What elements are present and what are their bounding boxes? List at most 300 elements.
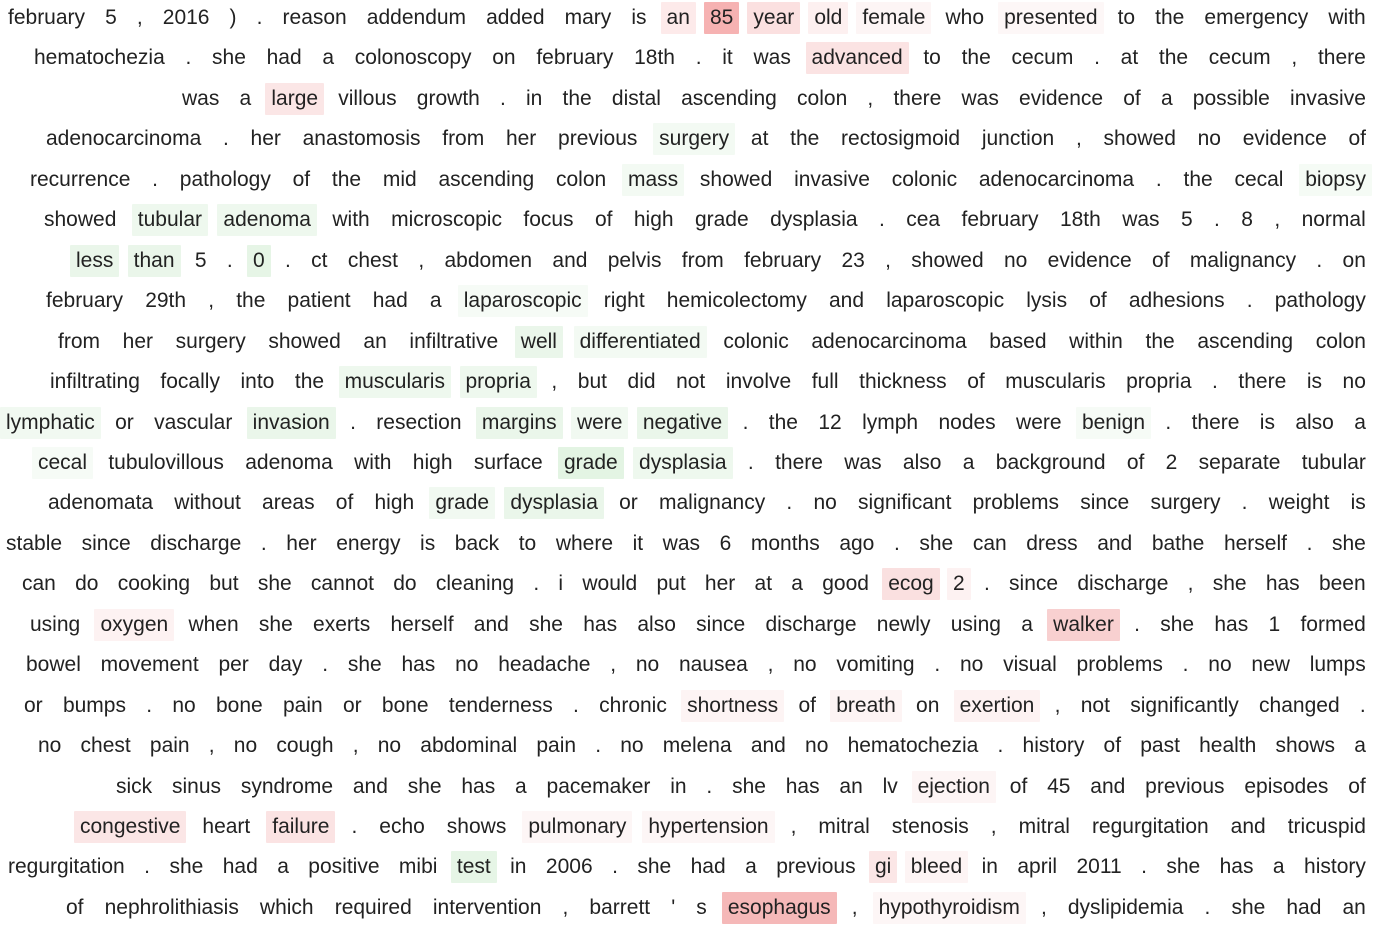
token: evidence <box>1047 248 1132 272</box>
token: was <box>662 531 701 555</box>
token: barrett <box>589 895 651 919</box>
token: she <box>529 612 563 636</box>
token: good <box>822 572 869 596</box>
highlighted-token: pulmonary <box>522 811 632 843</box>
token: she <box>919 531 954 555</box>
token: who <box>945 6 985 29</box>
token: no <box>805 734 829 758</box>
token: of <box>1123 86 1141 110</box>
token: the <box>961 46 991 70</box>
token: of <box>66 895 84 919</box>
token: background <box>995 450 1106 474</box>
token: had <box>1286 895 1322 919</box>
token: pain <box>536 734 577 758</box>
token: a <box>745 855 757 879</box>
highlighted-token: muscularis <box>339 366 451 398</box>
token: february <box>961 208 1039 232</box>
token: involve <box>725 370 792 394</box>
text-line <box>50 365 1366 399</box>
token: at <box>750 127 769 151</box>
token: surgery <box>1150 491 1221 515</box>
token: , <box>1274 208 1281 232</box>
token: her <box>122 329 154 353</box>
token: an <box>839 774 863 798</box>
token: adhesions <box>1128 289 1225 313</box>
token: a <box>1160 86 1173 110</box>
token: had <box>266 46 302 70</box>
token: . <box>1141 855 1147 879</box>
token: bumps <box>62 693 126 717</box>
token: to <box>923 46 941 70</box>
token: has <box>583 612 618 636</box>
token: is <box>1306 370 1322 394</box>
token: there <box>775 450 823 474</box>
token: a <box>791 572 803 596</box>
token: distal <box>611 86 661 110</box>
text-line <box>34 41 1366 75</box>
token: on <box>916 693 940 717</box>
token: in <box>510 855 527 879</box>
token: , <box>418 248 425 272</box>
token: positive <box>308 855 380 879</box>
token: chronic <box>599 693 667 717</box>
token: lumps <box>1309 653 1366 677</box>
highlighted-token: adenoma <box>217 204 317 236</box>
token: past <box>1140 734 1180 758</box>
token: nausea <box>678 653 748 677</box>
token: invasive <box>794 167 870 191</box>
highlighted-token: test <box>451 851 497 883</box>
token: when <box>188 612 239 636</box>
token: she <box>1160 612 1195 636</box>
token: from <box>442 127 485 151</box>
token: an <box>363 329 387 353</box>
token: . <box>1214 208 1220 232</box>
token: she <box>212 46 246 70</box>
token: bowel <box>26 653 81 677</box>
token: she <box>637 855 672 879</box>
token: she <box>732 774 766 798</box>
text-line <box>6 406 1366 440</box>
highlighted-token: well <box>515 326 563 358</box>
token: adenomata <box>48 491 154 515</box>
token: abdomen <box>444 248 533 272</box>
token: february <box>46 289 124 313</box>
token: using <box>30 612 81 636</box>
token: do <box>75 572 99 596</box>
token: with <box>332 208 370 232</box>
token: ago <box>839 531 875 555</box>
highlighted-token: negative <box>637 407 728 439</box>
token: full <box>811 370 839 394</box>
token: regurgitation <box>8 855 125 879</box>
token: . <box>1182 653 1189 677</box>
token: high <box>633 208 674 232</box>
token: vascular <box>154 410 233 434</box>
token: nephrolithiasis <box>104 895 239 919</box>
token: there <box>1191 410 1240 434</box>
token: stenosis <box>891 815 969 838</box>
token: shows <box>446 815 507 838</box>
token: is <box>1259 410 1275 434</box>
token: of <box>967 370 985 394</box>
token: . <box>500 86 506 110</box>
token: 23 <box>841 248 865 272</box>
token: . <box>879 208 885 232</box>
token: . <box>144 855 151 879</box>
token: colonic <box>891 167 958 191</box>
token: to <box>518 531 537 555</box>
highlighted-token: advanced <box>806 42 909 74</box>
token: mibi <box>398 855 438 879</box>
highlighted-token: congestive <box>74 811 186 843</box>
token: . <box>146 693 153 717</box>
token: . <box>351 815 358 838</box>
token: her <box>286 531 317 555</box>
token: has <box>461 774 496 798</box>
token: showed <box>44 208 117 232</box>
token: bone <box>215 693 263 717</box>
token: pain <box>149 734 190 758</box>
token: since <box>696 612 746 636</box>
token: would <box>582 572 638 596</box>
token: her <box>505 127 537 151</box>
token: . <box>152 167 158 191</box>
token: villous <box>338 86 397 110</box>
token: surface <box>473 450 543 474</box>
highlighted-token: ecog <box>882 568 940 600</box>
text-line <box>8 850 1366 884</box>
text-line <box>182 82 1366 116</box>
highlighted-token: walker <box>1047 609 1120 641</box>
token: bone <box>381 693 429 717</box>
token: cleaning <box>435 572 515 596</box>
token: showed <box>911 248 984 272</box>
token: cecum <box>1208 46 1271 70</box>
token: 5 <box>1180 208 1193 232</box>
token: her <box>250 127 281 151</box>
token: 2006 <box>545 855 593 879</box>
token: herself <box>1223 531 1287 555</box>
token: i <box>558 572 564 596</box>
token: weight <box>1268 491 1330 515</box>
token: it <box>632 531 644 555</box>
token: s <box>696 895 707 919</box>
highlighted-token: bleed <box>905 851 968 883</box>
token: in <box>670 774 687 798</box>
token: also <box>1295 410 1334 434</box>
token: added <box>486 6 545 29</box>
token: of <box>1089 289 1107 313</box>
token: cough <box>276 734 334 758</box>
highlighted-token: 2 <box>947 568 971 600</box>
token: movement <box>100 653 199 677</box>
token: ct <box>311 248 328 272</box>
highlighted-token: dysplasia <box>504 487 604 519</box>
token: cea <box>906 208 941 232</box>
token: is <box>1350 491 1366 515</box>
token: showed <box>268 329 341 353</box>
token: malignancy <box>1189 248 1297 272</box>
token: from <box>58 329 100 353</box>
token: , <box>1187 572 1194 596</box>
token: february <box>8 6 86 29</box>
token: 29th <box>145 289 187 313</box>
token: no <box>1342 370 1366 394</box>
token: right <box>603 289 645 313</box>
token: adenocarcinoma <box>46 127 202 151</box>
token: no <box>1003 248 1028 272</box>
token: and <box>750 734 786 758</box>
token: required <box>334 895 412 919</box>
token: mid <box>382 167 417 191</box>
token: . <box>1204 895 1211 919</box>
token: . <box>256 6 263 29</box>
token: , <box>208 734 215 758</box>
text-line <box>22 567 1366 601</box>
highlighted-token: mass <box>622 164 684 196</box>
text-line <box>76 244 1366 278</box>
token: discharge <box>150 531 242 555</box>
token: resection <box>376 410 462 434</box>
token: infiltrating <box>50 370 140 394</box>
token: has <box>1214 612 1249 636</box>
text-line <box>46 284 1366 318</box>
token: grade <box>694 208 749 232</box>
token: also <box>902 450 942 474</box>
token: . <box>742 410 749 434</box>
token: . <box>185 46 192 70</box>
token: but <box>209 572 239 596</box>
token: 2016 <box>162 6 210 29</box>
token: echo <box>379 815 425 838</box>
token: per <box>218 653 249 677</box>
token: heart <box>202 815 251 838</box>
highlighted-token: dysplasia <box>633 447 733 479</box>
token: headache <box>498 653 591 677</box>
token: at <box>1120 46 1139 70</box>
token: mary <box>564 6 612 29</box>
highlighted-token: laparoscopic <box>458 285 588 317</box>
token: . <box>1212 370 1218 394</box>
token: colon <box>555 167 607 191</box>
token: , <box>1040 895 1047 919</box>
highlighted-token: differentiated <box>574 326 707 358</box>
token: the <box>1145 329 1175 353</box>
token: , <box>990 815 997 838</box>
token: , <box>352 734 359 758</box>
highlighted-token: large <box>265 83 324 115</box>
token: there <box>893 86 942 110</box>
token: 18th <box>634 46 675 70</box>
token: , <box>885 248 891 272</box>
highlighted-token: lymphatic <box>0 407 101 439</box>
token: also <box>637 612 676 636</box>
token: based <box>989 329 1047 353</box>
token: recurrence <box>30 167 131 191</box>
highlighted-token: were <box>571 407 629 439</box>
token: adenocarcinoma <box>978 167 1135 191</box>
token: ascending <box>681 86 777 110</box>
token: previous <box>558 127 638 151</box>
token: no <box>38 734 62 758</box>
token: she <box>347 653 382 677</box>
token: . <box>612 855 618 879</box>
token: . <box>747 450 754 474</box>
token: she <box>407 774 442 798</box>
token: focus <box>523 208 574 232</box>
token: sinus <box>171 774 222 798</box>
token: is <box>420 531 436 555</box>
token: areas <box>262 491 315 515</box>
text-line <box>66 891 1366 925</box>
token: the <box>1158 46 1189 70</box>
token: put <box>656 572 686 596</box>
token: . <box>706 774 713 798</box>
token: 8 <box>1241 208 1253 232</box>
token: changed <box>1259 693 1340 717</box>
token: the <box>768 410 798 434</box>
token: she <box>1331 531 1366 555</box>
token: with <box>354 450 392 474</box>
token: emergency <box>1204 6 1309 29</box>
token: lysis <box>1026 289 1068 313</box>
token: mitral <box>1018 815 1070 838</box>
token: the <box>294 370 325 394</box>
text-line <box>38 446 1366 480</box>
token: 2011 <box>1076 855 1122 879</box>
token: of <box>1348 127 1366 151</box>
highlighted-token: old <box>808 2 848 34</box>
token: no <box>959 653 984 677</box>
token: since <box>81 531 131 555</box>
token: new <box>1251 653 1290 677</box>
token: history <box>1022 734 1085 758</box>
token: back <box>454 531 500 555</box>
highlighted-token: cecal <box>32 447 93 479</box>
token: of <box>335 491 354 515</box>
token: . <box>1134 612 1140 636</box>
token: no <box>793 653 817 677</box>
token: 6 <box>719 531 732 555</box>
token: ) <box>229 6 237 29</box>
token: of <box>1103 734 1122 758</box>
token: adenoma <box>245 450 333 474</box>
token: . <box>260 531 267 555</box>
token: , <box>610 653 617 677</box>
token: cecal <box>1234 167 1284 191</box>
token: . <box>934 653 941 677</box>
token: an <box>1342 895 1366 919</box>
token: since <box>1009 572 1059 596</box>
token: vomiting <box>836 653 915 677</box>
token: . <box>786 491 793 515</box>
token: 5 <box>105 6 117 29</box>
token: propria <box>1126 370 1192 394</box>
token: microscopic <box>391 208 502 232</box>
token: formed <box>1300 612 1366 636</box>
token: cannot <box>310 572 374 596</box>
token: tenderness <box>448 693 553 717</box>
token: 5 <box>194 248 207 272</box>
token: the <box>1183 167 1213 191</box>
token: 18th <box>1059 208 1101 232</box>
highlighted-token: ejection <box>912 771 996 803</box>
token: a <box>239 86 252 110</box>
token: been <box>1318 572 1366 596</box>
highlighted-token: propria <box>460 366 537 398</box>
token: . <box>222 127 229 151</box>
token: from <box>681 248 724 272</box>
token: and <box>1090 774 1126 798</box>
token: , <box>867 86 874 110</box>
token: focally <box>160 370 220 394</box>
text-line <box>116 770 1366 804</box>
token: evidence <box>1019 86 1104 110</box>
token: health <box>1199 734 1257 758</box>
token: no <box>1208 653 1232 677</box>
text-line <box>6 527 1366 561</box>
highlighted-token: 0 <box>247 245 271 277</box>
highlighted-token: shortness <box>681 690 784 722</box>
token: on <box>1342 248 1366 272</box>
token: , <box>136 6 143 29</box>
highlighted-token: grade <box>558 447 624 479</box>
token: ascending <box>1197 329 1294 353</box>
token: cooking <box>117 572 191 596</box>
token: do <box>393 572 417 596</box>
token: intervention <box>432 895 542 919</box>
token: , <box>790 815 797 838</box>
token: day <box>268 653 303 677</box>
token: addendum <box>366 6 467 29</box>
token: and <box>1230 815 1266 838</box>
token: the <box>331 167 362 191</box>
token: since <box>1080 491 1130 515</box>
text-line <box>30 163 1366 197</box>
token: february <box>536 46 614 70</box>
token: pathology <box>1274 289 1366 313</box>
token: chest <box>347 248 399 272</box>
token: , <box>1054 693 1061 717</box>
token: nodes <box>938 410 996 434</box>
token: she <box>1166 855 1201 879</box>
token: syndrome <box>240 774 334 798</box>
token: . <box>350 410 356 434</box>
token: her <box>704 572 736 596</box>
token: 12 <box>818 410 842 434</box>
highlighted-token: surgery <box>653 123 735 155</box>
token: was <box>753 46 791 70</box>
token: can <box>972 531 1007 555</box>
token: using <box>950 612 1001 636</box>
token: of <box>1152 248 1170 272</box>
token: exerts <box>313 612 371 636</box>
text-line <box>44 203 1366 237</box>
token: or <box>619 491 638 515</box>
token: thickness <box>859 370 947 394</box>
token: no <box>172 693 196 717</box>
token: of <box>798 693 816 717</box>
token: high <box>374 491 415 515</box>
token: had <box>222 855 258 879</box>
token: has <box>785 774 820 798</box>
token: of <box>1348 774 1366 798</box>
token: anastomosis <box>302 127 421 151</box>
token: history <box>1304 855 1366 879</box>
token: no <box>1197 127 1221 151</box>
token: shows <box>1275 734 1336 758</box>
